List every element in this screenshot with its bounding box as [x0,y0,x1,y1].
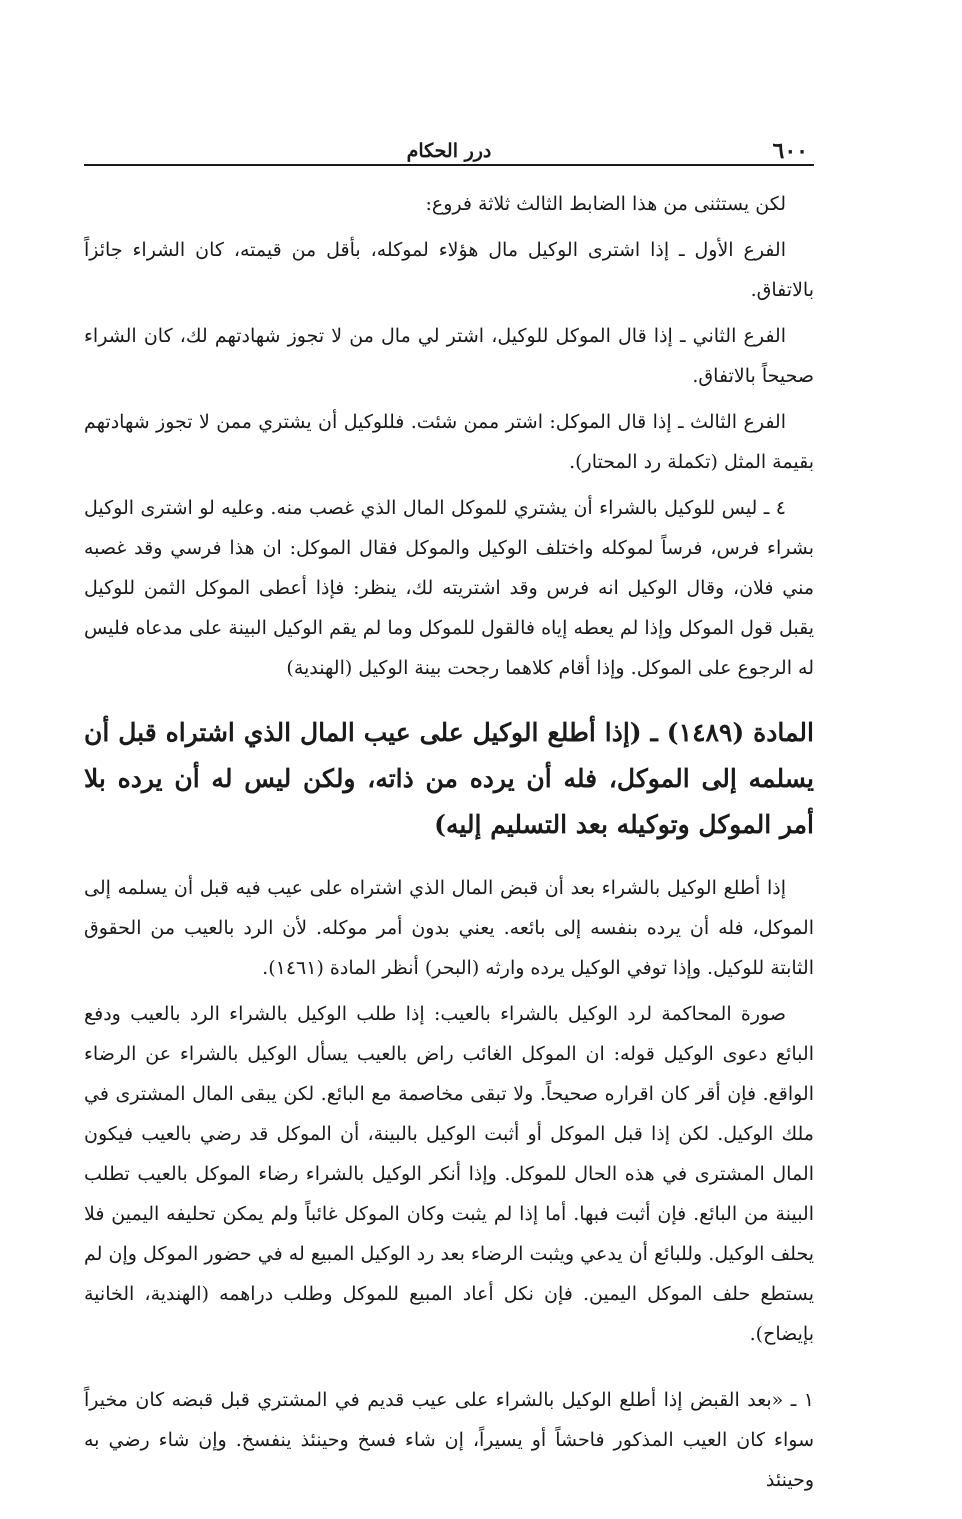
footnote: ١ ـ «بعد القبض إذا أطلع الوكيل بالشراء على عيب قديم في المشتري قبل قبضه كان مخيراً سواء كان العيب المذكور فاحشاً أو يسيراً، إن شاء فسخ وحينئذ ينفسخ. وإن شاء رضي به وحينئذ [84,1389,814,1491]
paragraph-branch-3: الفرع الثالث ـ إذا قال الموكل: اشتر ممن شئت. فللوكيل أن يشتري ممن لا تجوز شهادتهم بقيمة المثل (تكملة رد المحتار). [84,411,814,473]
paragraph-exceptions-intro: لكن يستثنى من هذا الضابط الثالث ثلاثة فروع: [425,193,786,215]
commentary-paragraph: إذا أطلع الوكيل بالشراء بعد أن قبض المال الذي اشتراه على عيب فيه قبل أن يسلمه إلى الموكل، فله أن يرده بنفسه إلى بائعه. يعني بدون أمر موكله. لأن الرد بالعيب من الحقوق الثابتة للوكيل. وإذا توفي الوكيل يرده وارثه (البحر) أنظر المادة (١٤٦١). [84,877,814,979]
article-1489: المادة (١٤٨٩) ـ (إذا أطلع الوكيل على عيب المال الذي اشتراه قبل أن يسلمه إلى الموكل، فله أن يرده من ذاته، ولكن ليس له أن يرده بلا أمر الموكل وتوكيله بعد التسليم إليه) [84,718,814,839]
running-title: درر الحكام [406,140,492,162]
paragraph-branch-2: الفرع الثاني ـ إذا قال الموكل للوكيل، اشتر لي مال من لا تجوز شهادتهم لك، كان الشراء صحيحاً بالاتفاق. [84,325,814,387]
page-number: ٦٠٠ [772,138,808,164]
page-header [84,130,814,166]
commentary-paragraph: صورة المحاكمة لرد الوكيل بالشراء بالعيب: إذا طلب الوكيل بالشراء الرد بالعيب ودفع البائع دعوى الوكيل قوله: ان الموكل الغائب راض بالعيب يسأل الوكيل بالشراء عن الرضاء الواقع. فإن أقر كان اقراره صحيحاً. ولا تبقى مخاصمة مع البائع. لكن يبقى المال المشترى في ملك الوكيل. لكن إذا قبل الموكل أو أثبت الوكيل بالبينة، أن الموكل قد رضي بالعيب فيكون المال المشترى في هذه الحال للموكل. وإذا أنكر الوكيل بالشراء رضاء الموكل بالعيب تطلب البينة من البائع. فإن أثبت فبها. أما إذا لم يثبت وكان الموكل غائباً ولم يمكن تحليفه اليمين فلا يحلف الوكيل. وللبائع أن يدعي ويثبت الرضاء بعد رد الوكيل المبيع له في حضور الموكل وإن لم يستطع حلف الموكل اليمين. فإن نكل أعاد المبيع للموكل وطلب دراهمه (الهندية، الخانية بإيضاح). [84,1003,814,1345]
paragraph-branch-1: الفرع الأول ـ إذا اشترى الوكيل مال هؤلاء لموكله، بأقل من قيمته، كان الشراء جائزاً بالاتفاق. [84,239,814,301]
document-page [84,130,814,1519]
paragraph-point-4: ٤ ـ ليس للوكيل بالشراء أن يشتري للموكل المال الذي غصب منه. وعليه لو اشترى الوكيل بشراء فرس، فرساً لموكله واختلف الوكيل والموكل فقال الموكل: ان هذا فرسي وقد غصبه مني فلان، وقال الوكيل انه فرس وقد اشتريته لك، ينظر: فإذا أعطى الموكل الثمن للوكيل يقبل قول الموكل وإذا لم يعطه إياه فالقول للموكل وما لم يقم الوكيل البينة على مدعاه فليس له الرجوع على الموكل. وإذا أقام كلاهما رجحت بينة الوكيل (الهندية) [84,497,814,679]
